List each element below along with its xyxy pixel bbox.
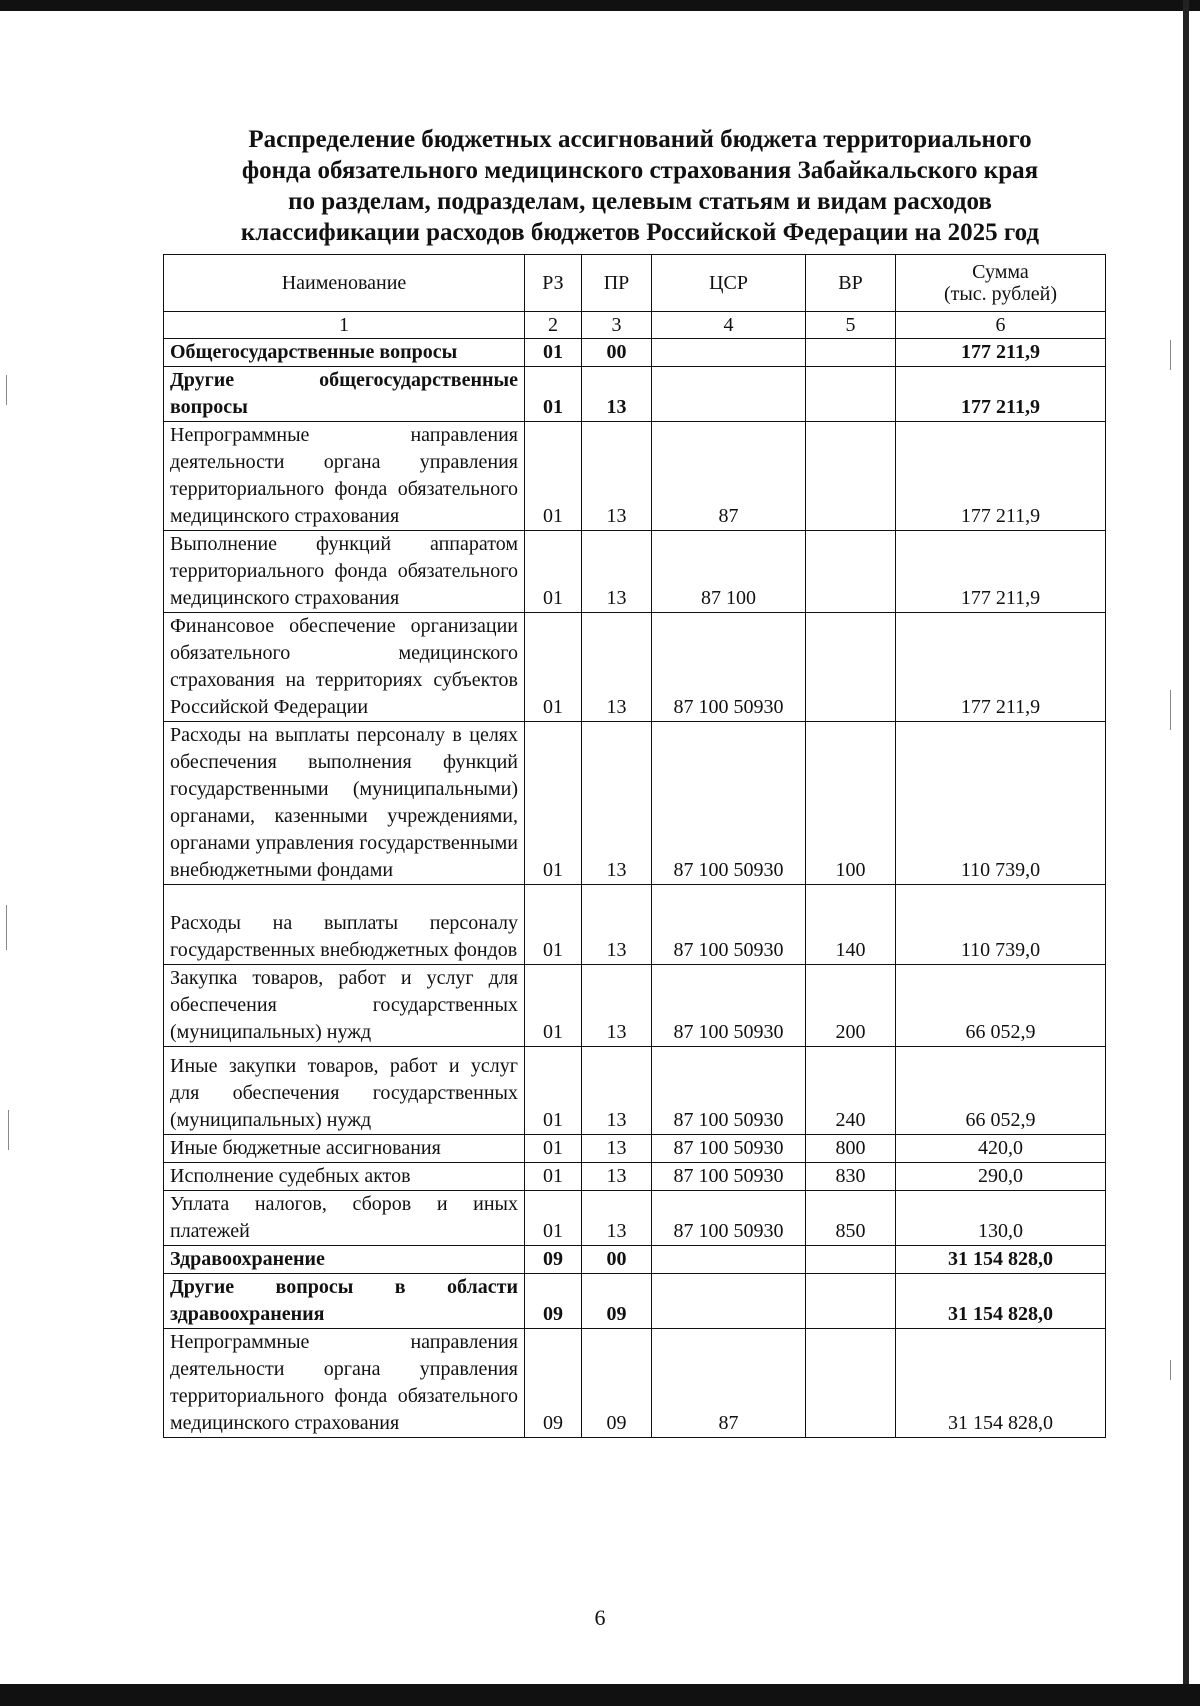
cell-vr <box>806 613 896 722</box>
page-number: 6 <box>594 1605 606 1630</box>
cell-csr: 87 <box>652 1329 806 1438</box>
table-row <box>164 965 1106 1047</box>
cell-rz: 01 <box>525 422 582 531</box>
cell-csr: 87 100 50930 <box>652 1135 806 1163</box>
cell-sum: 31 154 828,0 <box>896 1329 1106 1438</box>
cell-sum: 420,0 <box>896 1135 1106 1163</box>
cell-csr: 87 100 50930 <box>652 965 806 1047</box>
scan-edge-mark <box>1170 340 1171 370</box>
cell-rz: 01 <box>525 1047 582 1135</box>
scan-edge-mark <box>1170 690 1171 730</box>
cell-pr: 13 <box>582 531 652 613</box>
table-row <box>164 339 1106 367</box>
cell-name: Расходы на выплаты персоналу в целях обеспечения выполнения функций государственными (муниципальными) органами, казенными учреждениями, органами управления государственными внебюджетными фондами <box>164 722 525 885</box>
table-row <box>164 1135 1106 1163</box>
scan-edge-mark <box>6 905 7 950</box>
cell-name: Непрограммные направления деятельности органа управления территориального фонда обязательного медицинского страхования <box>164 422 525 531</box>
cell-sum: 110 739,0 <box>896 722 1106 885</box>
cell-csr <box>652 367 806 422</box>
cell-name: Иные закупки товаров, работ и услуг для обеспечения государственных (муниципальных) нужд <box>164 1047 525 1135</box>
cell-sum: 177 211,9 <box>896 613 1106 722</box>
scan-border-bottom <box>0 1684 1200 1706</box>
table-row <box>164 1329 1106 1438</box>
cell-vr <box>806 1274 896 1329</box>
cell-pr: 13 <box>582 885 652 965</box>
table-row <box>164 1047 1106 1135</box>
header-vr: ВР <box>806 255 896 312</box>
scan-edge-mark <box>1170 1360 1171 1380</box>
cell-name: Финансовое обеспечение организации обязательного медицинского страхования на территориях субъектов Российской Федерации <box>164 613 525 722</box>
cell-name: Общегосударственные вопросы <box>164 339 525 367</box>
cell-vr: 100 <box>806 722 896 885</box>
table-body <box>164 339 1106 1438</box>
document-title <box>160 124 1120 248</box>
cell-rz: 09 <box>525 1246 582 1274</box>
scan-edge-mark <box>6 375 7 405</box>
cell-name: Расходы на выплаты персоналу государственных внебюджетных фондов <box>164 885 525 965</box>
cell-name: Исполнение судебных актов <box>164 1163 525 1191</box>
cell-vr: 830 <box>806 1163 896 1191</box>
header-sum-line2: (тыс. рублей) <box>943 283 1058 305</box>
cell-rz: 01 <box>525 613 582 722</box>
cell-rz: 01 <box>525 1163 582 1191</box>
cell-vr: 140 <box>806 885 896 965</box>
table-row <box>164 613 1106 722</box>
cell-sum: 290,0 <box>896 1163 1106 1191</box>
table-row <box>164 885 1106 965</box>
cell-rz: 01 <box>525 531 582 613</box>
cell-sum: 66 052,9 <box>896 965 1106 1047</box>
title-line-4: классификации расходов бюджетов Российской Федерации на 2025 год <box>240 219 1040 246</box>
cell-csr <box>652 1246 806 1274</box>
cell-sum: 177 211,9 <box>896 367 1106 422</box>
cell-rz: 01 <box>525 885 582 965</box>
cell-name: Другие общегосударственные вопросы <box>164 367 525 422</box>
cell-rz: 09 <box>525 1274 582 1329</box>
cell-pr: 00 <box>582 1246 652 1274</box>
cell-sum: 31 154 828,0 <box>896 1246 1106 1274</box>
cell-sum: 66 052,9 <box>896 1047 1106 1135</box>
cell-csr: 87 100 50930 <box>652 1047 806 1135</box>
cell-name: Закупка товаров, работ и услуг для обеспечения государственных (муниципальных) нужд <box>164 965 525 1047</box>
cell-rz: 01 <box>525 722 582 885</box>
cell-csr: 87 100 50930 <box>652 613 806 722</box>
cell-pr: 13 <box>582 965 652 1047</box>
header-name: Наименование <box>164 255 525 312</box>
cell-pr: 13 <box>582 722 652 885</box>
cell-csr: 87 100 50930 <box>652 1191 806 1246</box>
cell-pr: 13 <box>582 422 652 531</box>
cell-csr <box>652 339 806 367</box>
cell-pr: 13 <box>582 1047 652 1135</box>
cell-vr <box>806 367 896 422</box>
scan-border-top <box>0 0 1200 11</box>
cell-vr <box>806 339 896 367</box>
cell-csr: 87 100 <box>652 531 806 613</box>
column-number-row <box>164 312 1106 339</box>
cell-rz: 01 <box>525 367 582 422</box>
title-line-1: Распределение бюджетных ассигнований бюджета территориального <box>248 126 1032 153</box>
column-number: 4 <box>652 312 806 339</box>
cell-name: Уплата налогов, сборов и иных платежей <box>164 1191 525 1246</box>
cell-name: Иные бюджетные ассигнования <box>164 1135 525 1163</box>
cell-pr: 00 <box>582 339 652 367</box>
cell-csr: 87 100 50930 <box>652 1163 806 1191</box>
header-csr: ЦСР <box>652 255 806 312</box>
table-row <box>164 722 1106 885</box>
column-number: 3 <box>582 312 652 339</box>
budget-table <box>163 254 1106 1438</box>
table-row <box>164 422 1106 531</box>
table-row <box>164 1274 1106 1329</box>
column-number: 2 <box>525 312 582 339</box>
header-rz: РЗ <box>525 255 582 312</box>
header-pr: ПР <box>582 255 652 312</box>
cell-vr <box>806 1329 896 1438</box>
header-sum-line1: Сумма <box>972 261 1029 283</box>
cell-pr: 13 <box>582 1191 652 1246</box>
cell-vr: 850 <box>806 1191 896 1246</box>
title-line-3: по разделам, подразделам, целевым статьям и видам расходов <box>288 188 992 215</box>
column-number: 5 <box>806 312 896 339</box>
cell-rz: 01 <box>525 965 582 1047</box>
cell-vr: 200 <box>806 965 896 1047</box>
title-line-2: фонда обязательного медицинского страхования Забайкальского края <box>241 157 1039 184</box>
cell-rz: 01 <box>525 339 582 367</box>
table-row <box>164 531 1106 613</box>
cell-sum: 177 211,9 <box>896 339 1106 367</box>
cell-csr: 87 <box>652 422 806 531</box>
cell-name: Непрограммные направления деятельности органа управления территориального фонда обязательного медицинского страхования <box>164 1329 525 1438</box>
cell-rz: 01 <box>525 1135 582 1163</box>
header-sum <box>896 255 1106 312</box>
cell-pr: 13 <box>582 613 652 722</box>
cell-csr <box>652 1274 806 1329</box>
cell-rz: 01 <box>525 1191 582 1246</box>
table-header-row <box>164 255 1106 312</box>
cell-pr: 09 <box>582 1329 652 1438</box>
cell-pr: 13 <box>582 367 652 422</box>
cell-pr: 13 <box>582 1163 652 1191</box>
cell-vr <box>806 1246 896 1274</box>
table-row <box>164 367 1106 422</box>
table-row <box>164 1163 1106 1191</box>
cell-name: Здравоохранение <box>164 1246 525 1274</box>
table-row <box>164 1246 1106 1274</box>
cell-sum: 177 211,9 <box>896 531 1106 613</box>
cell-vr: 800 <box>806 1135 896 1163</box>
scan-edge-mark <box>8 1110 9 1150</box>
cell-csr: 87 100 50930 <box>652 722 806 885</box>
scan-border-right <box>1183 0 1189 1706</box>
cell-pr: 09 <box>582 1274 652 1329</box>
cell-vr <box>806 422 896 531</box>
cell-name: Другие вопросы в области здравоохранения <box>164 1274 525 1329</box>
cell-sum: 177 211,9 <box>896 422 1106 531</box>
column-number: 6 <box>896 312 1106 339</box>
cell-csr: 87 100 50930 <box>652 885 806 965</box>
cell-sum: 110 739,0 <box>896 885 1106 965</box>
cell-rz: 09 <box>525 1329 582 1438</box>
cell-name: Выполнение функций аппаратом территориального фонда обязательного медицинского страхования <box>164 531 525 613</box>
cell-sum: 130,0 <box>896 1191 1106 1246</box>
table-row <box>164 1191 1106 1246</box>
cell-vr: 240 <box>806 1047 896 1135</box>
column-number: 1 <box>164 312 525 339</box>
cell-sum: 31 154 828,0 <box>896 1274 1106 1329</box>
cell-vr <box>806 531 896 613</box>
cell-pr: 13 <box>582 1135 652 1163</box>
